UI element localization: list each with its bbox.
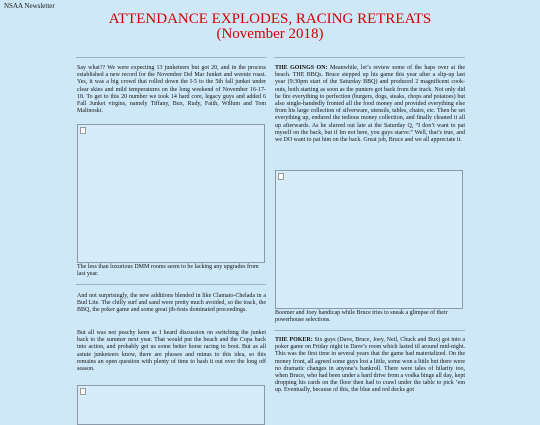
- goings-on-heading: THE GOINGS ON:: [275, 65, 328, 71]
- summer-paragraph: But all was not peachy keen as I heard discussion on switching the junket back to the summer next year. That would put the beach and the Copa back into action, and probably get us some better horse racing to boot. But as all astute junketeers know, there are plusses and minus to this idea, so this remains an open question with plenty of time to hash it out over the long off season.: [77, 330, 266, 373]
- broken-image-icon: [80, 127, 86, 134]
- rooms-caption: The less than luxurious DMM rooms seem to be lacking any upgrades from last year.: [77, 264, 259, 278]
- broken-image-icon: [80, 388, 86, 395]
- bottom-photo: [77, 385, 265, 425]
- rooms-photo: [77, 124, 265, 263]
- left-paragraph-1: [77, 65, 266, 115]
- poker-text: Six guys (Dave, Bruce, Joey, Neil, Chuck and Bux) got into a poker game on Friday night in Dave’s room which lasted til around mid-night. This was the first time in several years that the game had materialized. On the money front, all agreed some guys lost a little, some won a little but there were no dramatic changes in anyone’s bankroll. There were tales of hilarity too, when Bruce, who had been under a hard drive from a vodka binge all day, kept dropping his cards on the floor then had to crawl under the table to pick ’em up. Eventually, because of this, the blue and red decks got: [275, 337, 465, 394]
- right-divider: [274, 57, 465, 58]
- left-divider-2: [76, 284, 266, 285]
- left-paragraph-3: [77, 330, 266, 373]
- goings-on-section: [275, 65, 465, 144]
- title-line-2: (November 2018): [216, 26, 324, 42]
- broken-image-icon: [278, 173, 284, 180]
- title-line-1: ATTENDANCE EXPLODES, RACING RETREATS: [108, 11, 432, 27]
- goings-on-text: Meanwhile, let’s review some of the haps over at the beach. THE BBQs. Bruce stepped up his game this year after a slip-up last year (9:30pm start of the Saturday BBQ) and produced 2 magnificent cook-outs, both starting as soon as the punters got back from the track. Not only did he fire everything to perfection (burgers, dogs, steaks, chops and potatoes) but also single-handedly fronted all the food money and provided everything else from his large collection of silverware, utensils, tables, chairs, etc. Then he set everything up, endured the tedious money collection, and finally cleaned it all up afterwards. As he slurred out late at the Saturday Q, “I don’t want to pat myself on the back, but if Im not here, you guys starve.” Well, that’s true, and we DO want to pat him on the back. Great job, Bruce and we all appreciate it.: [275, 65, 465, 144]
- left-divider: [76, 57, 266, 58]
- handicap-caption: Boomer and Joey handicap while Bruce tries to sneak a glimpse of their powerhouse selections.: [275, 310, 448, 324]
- additions-paragraph: And not surprisingly, the new additions blended in like Clamato-Chelada in a Bud Lite. The chilly surf and sand were pretty much avoided, so the track, the BBQ, the poker game and some great jib-fests dominated proceedings.: [77, 293, 266, 314]
- right-divider-2: [274, 330, 465, 331]
- page-title: [0, 12, 540, 42]
- poker-section: [275, 337, 465, 395]
- intro-paragraph: Say what?? We were expecting 13 junketeers but got 20, and in the process established a new record for the November Del Mar Junket and weenie roast. Yes, it was a big crowd that rolled down the I-5 to the 5th fall junket under clear skies and mild temperatures on the long weekend of November 16-17-18. To get to this 20 number we took 14 hard core, legacy guys and added 6 Fall Junket virgins, namely Tiffany, Bux, Rudy, Faith, Willum and Tom Malinoski.: [77, 65, 266, 115]
- left-paragraph-2: [77, 293, 266, 315]
- newsletter-name: NSAA Newsletter: [4, 2, 55, 10]
- poker-heading: THE POKER:: [275, 337, 313, 343]
- handicap-photo: [275, 170, 463, 309]
